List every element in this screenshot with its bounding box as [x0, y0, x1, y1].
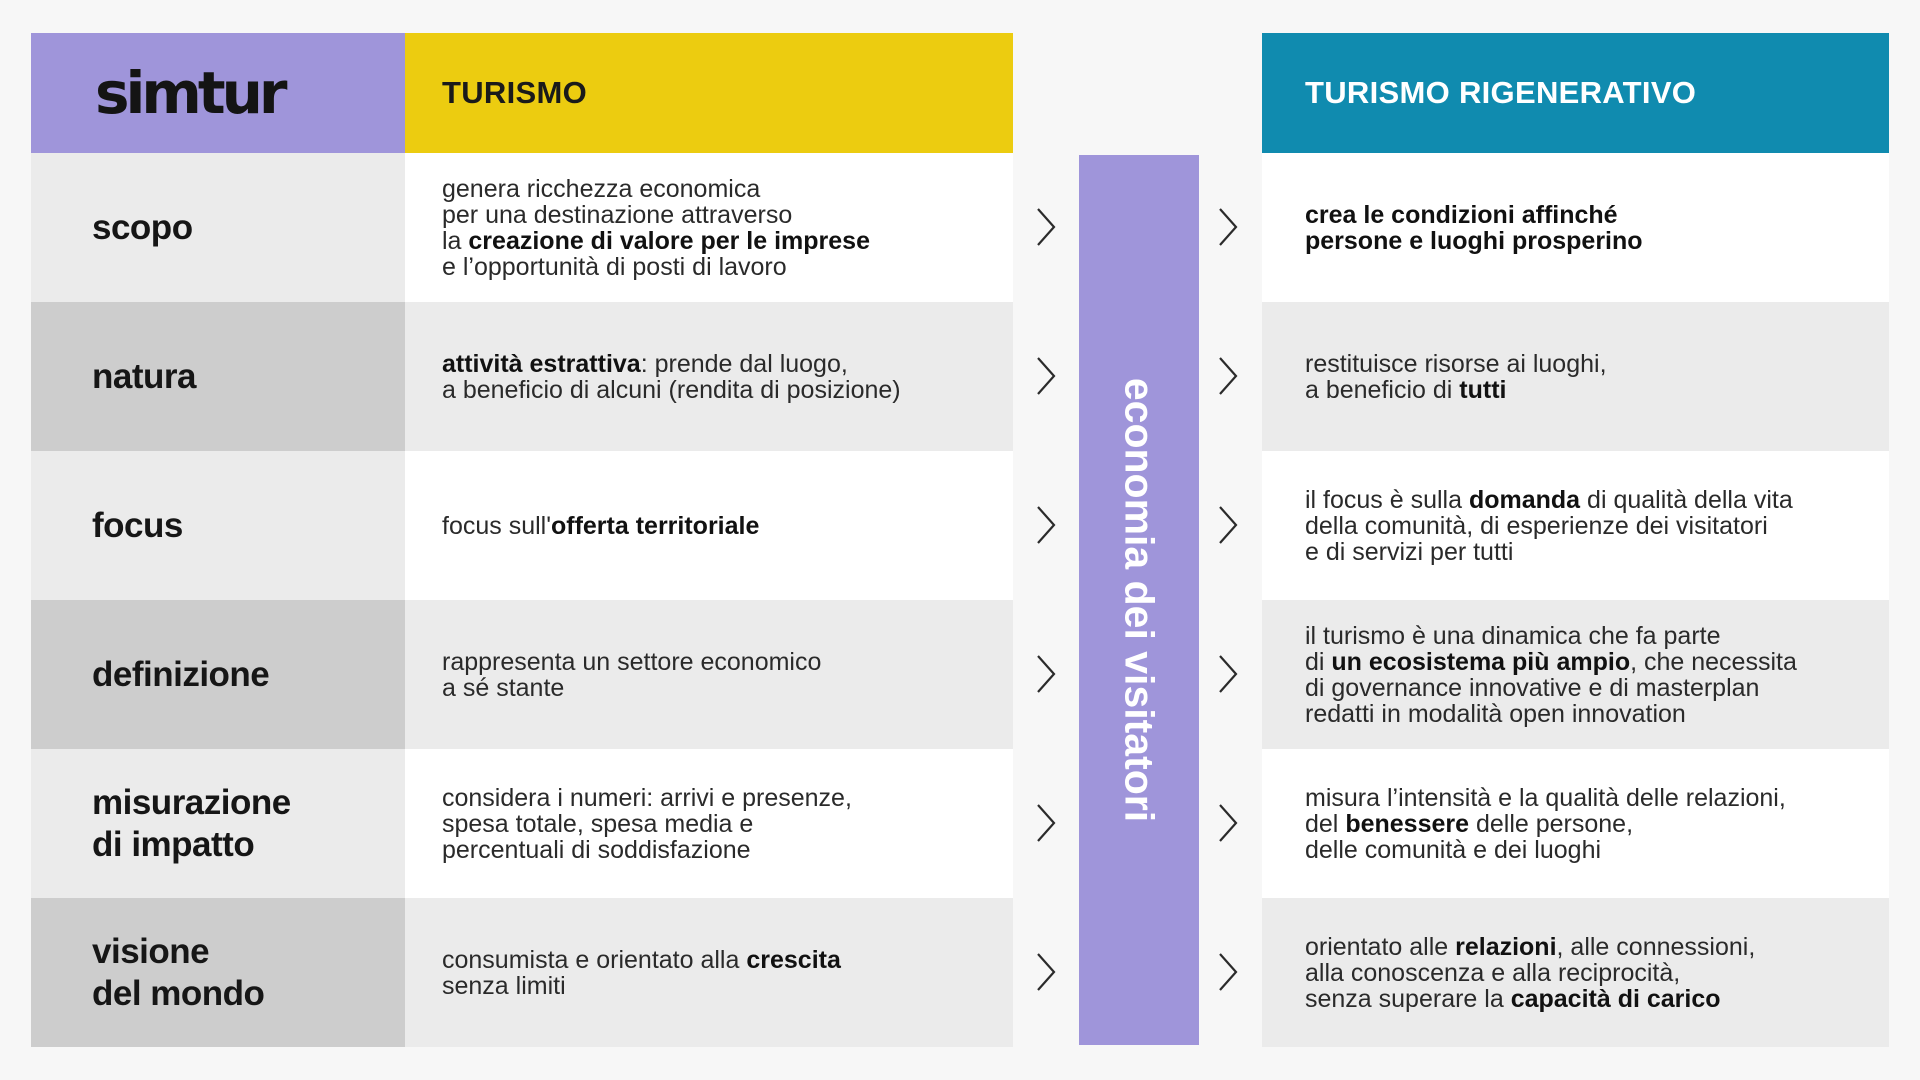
- chevron-right-icon: [1030, 652, 1060, 696]
- header-turismo: [405, 33, 1013, 153]
- text-segment: il focus è sulla: [1305, 485, 1469, 514]
- row-label-cell: [31, 749, 405, 898]
- visitor-economy-band: [1079, 155, 1199, 1045]
- text-segment: senza limiti: [442, 971, 566, 1000]
- bold-text: creazione di valore per le imprese: [468, 226, 870, 255]
- bold-text: attività estrattiva: [442, 349, 641, 378]
- chevron-right-icon: [1212, 205, 1242, 249]
- turismo-cell: [405, 898, 1013, 1047]
- turismo-cell: [405, 451, 1013, 600]
- rigenerativo-cell: [1262, 153, 1889, 302]
- turismo-cell: [405, 153, 1013, 302]
- text-segment: rappresenta un settore economico a sé stante: [442, 647, 822, 702]
- row-label-cell: [31, 302, 405, 451]
- header-turismo-rigenerativo: [1262, 33, 1889, 153]
- bold-text: offerta territoriale: [550, 511, 760, 540]
- chevron-right-icon: [1030, 950, 1060, 994]
- text-segment: focus sull': [442, 511, 551, 540]
- bold-text: capacità di carico: [1510, 984, 1721, 1013]
- chevron-right-icon: [1212, 354, 1242, 398]
- chevron-right-icon: [1030, 801, 1060, 845]
- text-segment: : prende dal luogo, a beneficio di alcuni (rendita di posizione): [442, 349, 901, 404]
- bold-text: benessere: [1345, 809, 1470, 838]
- bold-text: tutti: [1459, 375, 1507, 404]
- turismo-cell: [405, 302, 1013, 451]
- bold-text: crescita: [746, 945, 841, 974]
- row-label-cell: [31, 600, 405, 749]
- bold-text: domanda: [1468, 485, 1581, 514]
- text-segment: il turismo è una dinamica che fa parte di: [1305, 621, 1721, 676]
- rigenerativo-text: [1305, 351, 1607, 403]
- text-segment: genera ricchezza economica per una destinazione attraverso la: [442, 174, 793, 255]
- text-segment: , che necessita di governance innovative e di masterplan redatti in modalità open innovation: [1305, 647, 1797, 728]
- text-segment: e l’opportunità di posti di lavoro: [442, 252, 787, 281]
- chevron-right-icon: [1212, 801, 1242, 845]
- rigenerativo-cell: [1262, 600, 1889, 749]
- turismo-text: [442, 176, 870, 280]
- rigenerativo-text: [1305, 623, 1797, 727]
- turismo-cell: [405, 600, 1013, 749]
- rigenerativo-cell: [1262, 451, 1889, 600]
- text-segment: delle persone, delle comunità e dei luoghi: [1305, 809, 1634, 864]
- rigenerativo-text: [1305, 202, 1643, 254]
- bold-text: un ecosistema più ampio: [1331, 647, 1631, 676]
- bold-text: relazioni: [1455, 932, 1557, 961]
- text-segment: consumista e orientato alla: [442, 945, 747, 974]
- bold-text: crea le condizioni affinché persone e luoghi prosperino: [1305, 200, 1643, 255]
- turismo-text: [442, 785, 852, 863]
- text-segment: misura l’intensità e la qualità delle relazioni, del: [1305, 783, 1786, 838]
- header-turismo-label: TURISMO: [442, 75, 588, 110]
- row-label-cell: [31, 898, 405, 1047]
- band-label: economia dei visitatori: [1116, 377, 1163, 823]
- turismo-cell: [405, 749, 1013, 898]
- row-label: focus: [92, 505, 183, 545]
- chevron-right-icon: [1030, 503, 1060, 547]
- row-label: natura: [92, 356, 196, 396]
- text-segment: restituisce risorse ai luoghi, a beneficio di: [1305, 349, 1607, 404]
- chevron-right-icon: [1212, 950, 1242, 994]
- text-segment: , alle connessioni, alla conoscenza e alla reciprocità, senza superare la: [1305, 932, 1756, 1013]
- rigenerativo-text: [1305, 487, 1793, 565]
- turismo-text: [442, 649, 821, 701]
- simtur-logo: simtur: [95, 59, 284, 127]
- text-segment: orientato alle: [1305, 932, 1456, 961]
- row-label: scopo: [92, 207, 193, 247]
- row-label: visione del mondo: [92, 931, 265, 1013]
- rigenerativo-text: [1305, 934, 1755, 1012]
- row-label: misurazione di impatto: [92, 782, 291, 864]
- simtur-logo-cell: [31, 33, 405, 153]
- rigenerativo-cell: [1262, 302, 1889, 451]
- header-turismo-rigenerativo-label: TURISMO RIGENERATIVO: [1305, 75, 1697, 110]
- chevron-right-icon: [1212, 652, 1242, 696]
- chevron-right-icon: [1212, 503, 1242, 547]
- turismo-text: [442, 513, 759, 539]
- turismo-text: [442, 351, 901, 403]
- row-label-cell: [31, 451, 405, 600]
- chevron-right-icon: [1030, 354, 1060, 398]
- row-label: definizione: [92, 654, 270, 694]
- rigenerativo-text: [1305, 785, 1786, 863]
- row-label-cell: [31, 153, 405, 302]
- rigenerativo-cell: [1262, 749, 1889, 898]
- text-segment: di qualità della vita della comunità, di esperienze dei visitatori e di servizi per tutti: [1305, 485, 1793, 566]
- turismo-text: [442, 947, 841, 999]
- rigenerativo-cell: [1262, 898, 1889, 1047]
- text-segment: considera i numeri: arrivi e presenze, spesa totale, spesa media e percentuali di soddisfazione: [442, 783, 852, 864]
- chevron-right-icon: [1030, 205, 1060, 249]
